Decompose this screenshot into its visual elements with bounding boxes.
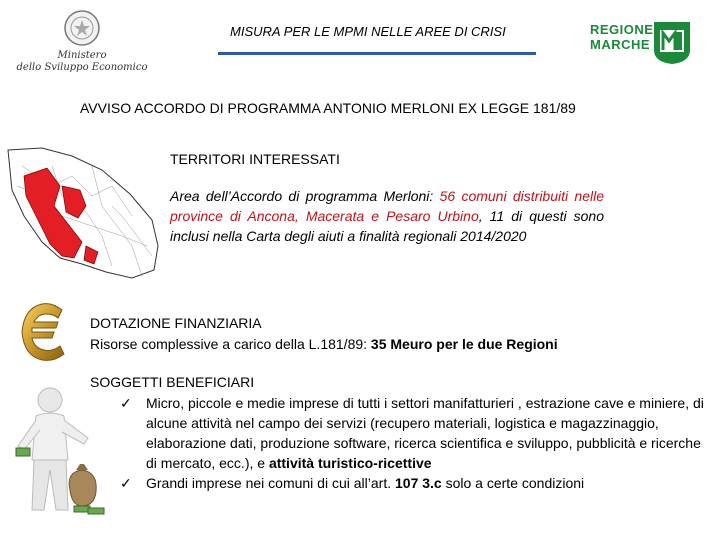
territori-highlight: 56 comuni distribuiti nelle province di Ancona, Macerata e Pesaro Urbino [170, 188, 604, 224]
soggetti-title: SOGGETTI BENEFICIARI [90, 374, 255, 390]
checkmark-icon: ✓ [120, 395, 132, 411]
territori-text-1: Area dell’Accordo di programma Merloni: [170, 188, 440, 204]
ministry-logo [12, 8, 152, 82]
emblem-icon [12, 8, 152, 50]
bullet1-bold: attività turistico-ricettive [268, 455, 432, 471]
page-title: MISURA PER LE MPMI NELLE AREE DI CRISI [230, 24, 506, 39]
checkmark-icon: ✓ [120, 475, 132, 491]
dotazione-text-normal: Risorse complessive a carico della L.181/89: [90, 336, 371, 352]
list-item [120, 393, 710, 473]
ministry-line1: Ministero [57, 50, 107, 61]
territori-title: TERRITORI INTERESSATI [170, 151, 340, 167]
regione-line2: MARCHE [590, 37, 651, 52]
beneficiari-list [120, 393, 710, 493]
euro-icon [12, 300, 74, 364]
regione-marche-logo [590, 22, 700, 72]
ministry-line2: dello Sviluppo Economico [16, 62, 148, 73]
businessman-illustration [10, 380, 110, 520]
list-item [120, 473, 710, 493]
dotazione-text-bold: 35 Meuro per le due Regioni [370, 336, 558, 352]
marche-map-image [2, 146, 160, 282]
dotazione-title: DOTAZIONE FINANZIARIA [90, 315, 262, 331]
bullet1-text: Micro, piccole e medie imprese di tutti i settori manifatturieri , estrazione cave e miniere, di alcune attività nel campo dei servizi (recupero materiali, logistica e magazzinaggio, elaborazione dati, produzione software, ricerca scientifica e sviluppo, pubblicità e ricerche di mercato, ecc.), e [146, 395, 704, 471]
regione-line1: REGIONE [590, 22, 654, 37]
regione-emblem-icon [652, 20, 692, 66]
territori-paragraph [170, 186, 604, 246]
bullet2-bold: 107 3.c [395, 475, 442, 491]
bullet2-text-end: solo a certe condizioni [441, 475, 585, 491]
title-underline [218, 52, 536, 55]
bullet2-text: Grandi imprese nei comuni di cui all’art. [146, 475, 395, 491]
dotazione-text [90, 336, 558, 352]
avviso-heading: AVVISO ACCORDO DI PROGRAMMA ANTONIO MERLONI EX LEGGE 181/89 [80, 100, 576, 116]
territori-text-2: , 11 di questi sono inclusi nella Carta degli aiuti a finalità regionali 2014/2020 [170, 208, 604, 244]
